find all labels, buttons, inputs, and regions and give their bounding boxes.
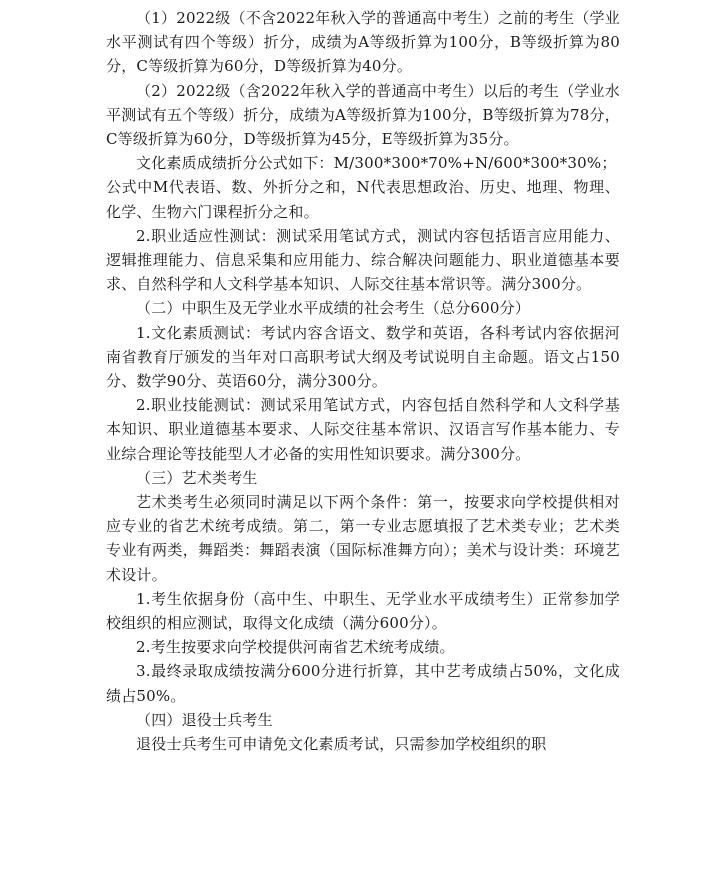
- paragraph-veterans: 退役士兵考生可申请免文化素质考试，只需参加学校组织的职: [136, 735, 547, 754]
- paragraph-vocational-aptitude-test: 2.职业适应性测试：测试采用笔试方式，测试内容包括语言应用能力、逻辑推理能力、信息采集和应用能力、综合解决问题能力、职业道德基本要求、自然科学和人文科学基本知识、人际交往基本常识等。满分300分。: [106, 226, 620, 294]
- section-heading-art-candidates: （三）艺术类考生: [136, 468, 258, 487]
- paragraph-art-item-3: 3.最终录取成绩按满分600分进行折算，其中艺考成绩占50%，文化成绩占50%。: [106, 662, 620, 705]
- paragraph-grade-2022-before: （1）2022级（不含2022年秋入学的普通高中考生）之前的考生（学业水平测试有四个等级）折分，成绩为A等级折算为100分，B等级折算为80分，C等级折算为60分，D等级折算为40分。: [106, 9, 620, 76]
- paragraph-formula-explanation: 公式中M代表语、数、外折分之和，N代表思想政治、历史、地理、物理、化学、生物六门课程折分之和。: [106, 178, 620, 221]
- paragraph-art-conditions: 艺术类考生必须同时满足以下两个条件：第一，按要求向学校提供相对应专业的省艺术统考成绩。第二，第一专业志愿填报了艺术类专业；艺术类专业有两类，舞蹈类：舞蹈表演（国际标准舞方向）；美术与设计类：环境艺术设计。: [106, 493, 620, 584]
- paragraph-art-item-1: 1.考生依据身份（高中生、中职生、无学业水平成绩考生）正常参加学校组织的相应测试，取得文化成绩（满分600分）。: [106, 589, 620, 633]
- paragraph-cultural-quality-test: 1.文化素质测试：考试内容含语文、数学和英语，各科考试内容依据河南省教育厅颁发的当年对口高职考试大纲及考试说明自主命题。语文占150分、数学90分、英语60分，满分300分。: [106, 323, 620, 391]
- paragraph-art-item-2: 2.考生按要求向学校提供河南省艺术统考成绩。: [136, 638, 455, 657]
- section-heading-secondary-vocational: （二）中职生及无学业水平成绩的社会考生（总分600分）: [136, 299, 531, 318]
- section-heading-veterans: （四）退役士兵考生: [136, 710, 273, 729]
- paragraph-grade-2022-after: （2）2022级（含2022年秋入学的普通高中考生）以后的考生（学业水平测试有五个等级）折分，成绩为A等级折算为100分，B等级折算为78分，C等级折算为60分，D等级折算为45分，E等级折算为35分。: [106, 81, 620, 149]
- paragraph-formula: 文化素质成绩折分公式如下：M/300*300*70%+N/600*300*30%；: [136, 154, 617, 173]
- paragraph-vocational-skills-test: 2.职业技能测试：测试采用笔试方式，内容包括自然科学和人文科学基本知识、职业道德基本要求、人际交往基本常识、汉语言写作基本能力、专业综合理论等技能型人才必备的实用性知识要求。满分300分。: [106, 396, 620, 463]
